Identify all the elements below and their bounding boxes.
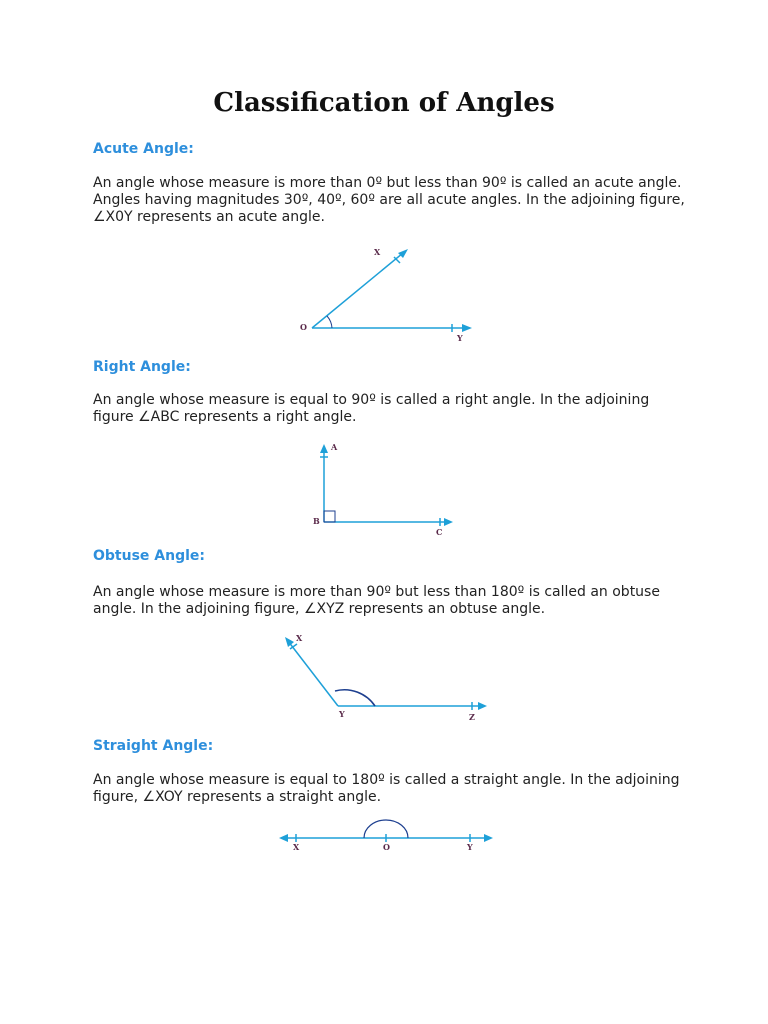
- label-x: X: [296, 633, 303, 643]
- label-z: Z: [469, 712, 475, 722]
- label-x: X: [374, 247, 381, 257]
- label-b: B: [313, 516, 320, 526]
- acute-angle-heading: Acute Angle:: [93, 141, 194, 157]
- right-angle-heading: Right Angle:: [93, 359, 191, 375]
- ray-yx: [288, 641, 338, 706]
- obtuse-angle-figure: [275, 630, 500, 730]
- obtuse-angle-text: An angle whose measure is more than 90º but less than 180º is called an obtuse angle. In the adjoining figure, ∠XYZ represents an obtuse angle.: [93, 584, 660, 617]
- right-angle-figure: [300, 440, 470, 540]
- label-o: O: [300, 322, 307, 332]
- label-y: Y: [339, 709, 345, 719]
- acute-angle-figure: [290, 240, 490, 350]
- right-angle-text: An angle whose measure is equal to 90º is called a right angle. In the adjoining figure ∠ABC represents a right angle.: [93, 392, 650, 425]
- label-a: A: [331, 442, 338, 452]
- page-title: Classification of Angles: [213, 88, 555, 118]
- obtuse-angle-heading: Obtuse Angle:: [93, 548, 205, 564]
- angle-arc: [335, 690, 375, 706]
- straight-angle-text: An angle whose measure is equal to 180º is called a straight angle. In the adjoining figure, ∠XOY represents a straight angle.: [93, 772, 680, 805]
- label-y: Y: [467, 842, 473, 852]
- label-y: Y: [457, 333, 463, 343]
- label-c: C: [436, 527, 443, 537]
- acute-angle-text: An angle whose measure is more than 0º but less than 90º is called an acute angle. Angles having magnitudes 30º, 40º, 60º are all acute angles. In the adjoining figure, ∠X0Y represents an acute angle.: [93, 175, 685, 225]
- straight-angle-figure: [270, 818, 500, 858]
- straight-angle-heading: Straight Angle:: [93, 738, 214, 754]
- angle-arc: [327, 316, 332, 328]
- label-o: O: [383, 842, 390, 852]
- label-x: X: [293, 842, 300, 852]
- ray-ox: [312, 253, 403, 328]
- right-angle-marker: [324, 511, 335, 522]
